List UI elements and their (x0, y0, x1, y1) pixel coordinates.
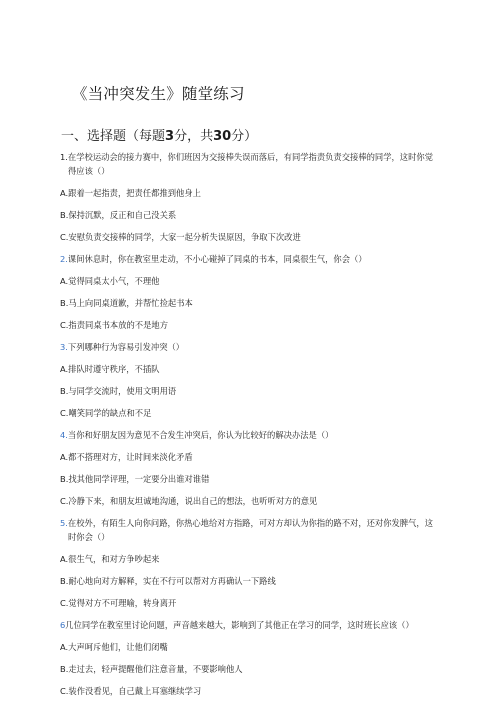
question-3 (60, 340, 445, 354)
question-text-continued: 得应该（） (68, 166, 110, 176)
section-heading (61, 125, 257, 144)
option-3c: C.嘲笑同学的缺点和不足 (60, 408, 152, 418)
option-1c: C.安慰负责交接棒的同学，大家一起分析失误原因，争取下次改进 (60, 232, 301, 242)
option-5a: A.很生气，和对方争吵起来 (60, 554, 160, 564)
section-points-total: 30 (213, 129, 232, 144)
option-6b: B.走过去，轻声提醒他们注意音量，不要影响他人 (60, 664, 243, 674)
option-5b: B.耐心地向对方解释，实在不行可以帮对方再确认一下路线 (60, 576, 276, 586)
option-4a: A.都不搭理对方，让时间来淡化矛盾 (60, 452, 193, 462)
option-5c: C.觉得对方不可理喻，转身离开 (60, 598, 177, 608)
question-number: 1. (60, 152, 68, 162)
section-prefix: 一、选择题（每题 (61, 129, 166, 144)
question-text-continued: 时你会（） (68, 532, 110, 542)
option-4b: B.找其他同学评理，一定要分出谁对谁错 (60, 474, 210, 484)
option-2b: B.马上向同桌道歉，并帮忙捡起书本 (60, 298, 193, 308)
question-number: 2. (60, 254, 68, 264)
option-6c: C.装作没看见，自己戴上耳塞继续学习 (60, 686, 202, 696)
option-3a: A.排队时遵守秩序，不插队 (60, 364, 160, 374)
section-points-each: 3 (165, 129, 175, 144)
question-text: 当你和好朋友因为意见不合发生冲突后，你认为比较好的解决办法是（） (67, 430, 334, 440)
question-text: 几位同学在教室里讨论问题，声音越来越大，影响到了其他正在学习的同学，这时班长应该（） (65, 620, 414, 630)
question-6 (60, 618, 445, 632)
question-2 (60, 252, 445, 266)
question-number: 5. (60, 518, 68, 528)
question-5 (60, 516, 445, 544)
option-4c: C.冷静下来，和朋友坦诚地沟通，说出自己的想法，也听听对方的意见 (60, 496, 318, 506)
option-6a: A.大声呵斥他们，让他们闭嘴 (60, 642, 168, 652)
option-3b: B.与同学交流时，使用文明用语 (60, 386, 177, 396)
option-1a: A.跟着一起指责，把责任都推到他身上 (60, 188, 201, 198)
question-list (60, 150, 445, 698)
question-text: 课间休息时，你在教室里走动，不小心碰掉了同桌的书本，同桌很生气，你会（） (67, 254, 367, 264)
question-number: 3. (60, 342, 68, 352)
question-4 (60, 428, 445, 442)
option-2a: A.觉得同桌太小气，不理他 (60, 276, 160, 286)
question-text: 在学校运动会的接力赛中，你们班因为交接棒失误而落后，有同学指责负责交接棒的同学，这时你觉 (67, 152, 433, 162)
question-1 (60, 150, 445, 178)
question-number: 4. (60, 430, 68, 440)
option-1b: B.保持沉默，反正和自己没关系 (60, 210, 177, 220)
question-number: 6 (60, 620, 66, 630)
section-suffix: 分） (231, 129, 258, 144)
question-text: 在校外，有陌生人向你问路，你热心地给对方指路，可对方却认为你指的路不对，还对你发脾气，这 (67, 518, 433, 528)
section-mid: 分，共 (174, 129, 214, 144)
option-2c: C.指责同桌书本放的不是地方 (60, 320, 168, 330)
question-text: 下列哪种行为容易引发冲突（） (67, 342, 185, 352)
page-title: 《当冲突发生》随堂练习 (72, 85, 245, 103)
